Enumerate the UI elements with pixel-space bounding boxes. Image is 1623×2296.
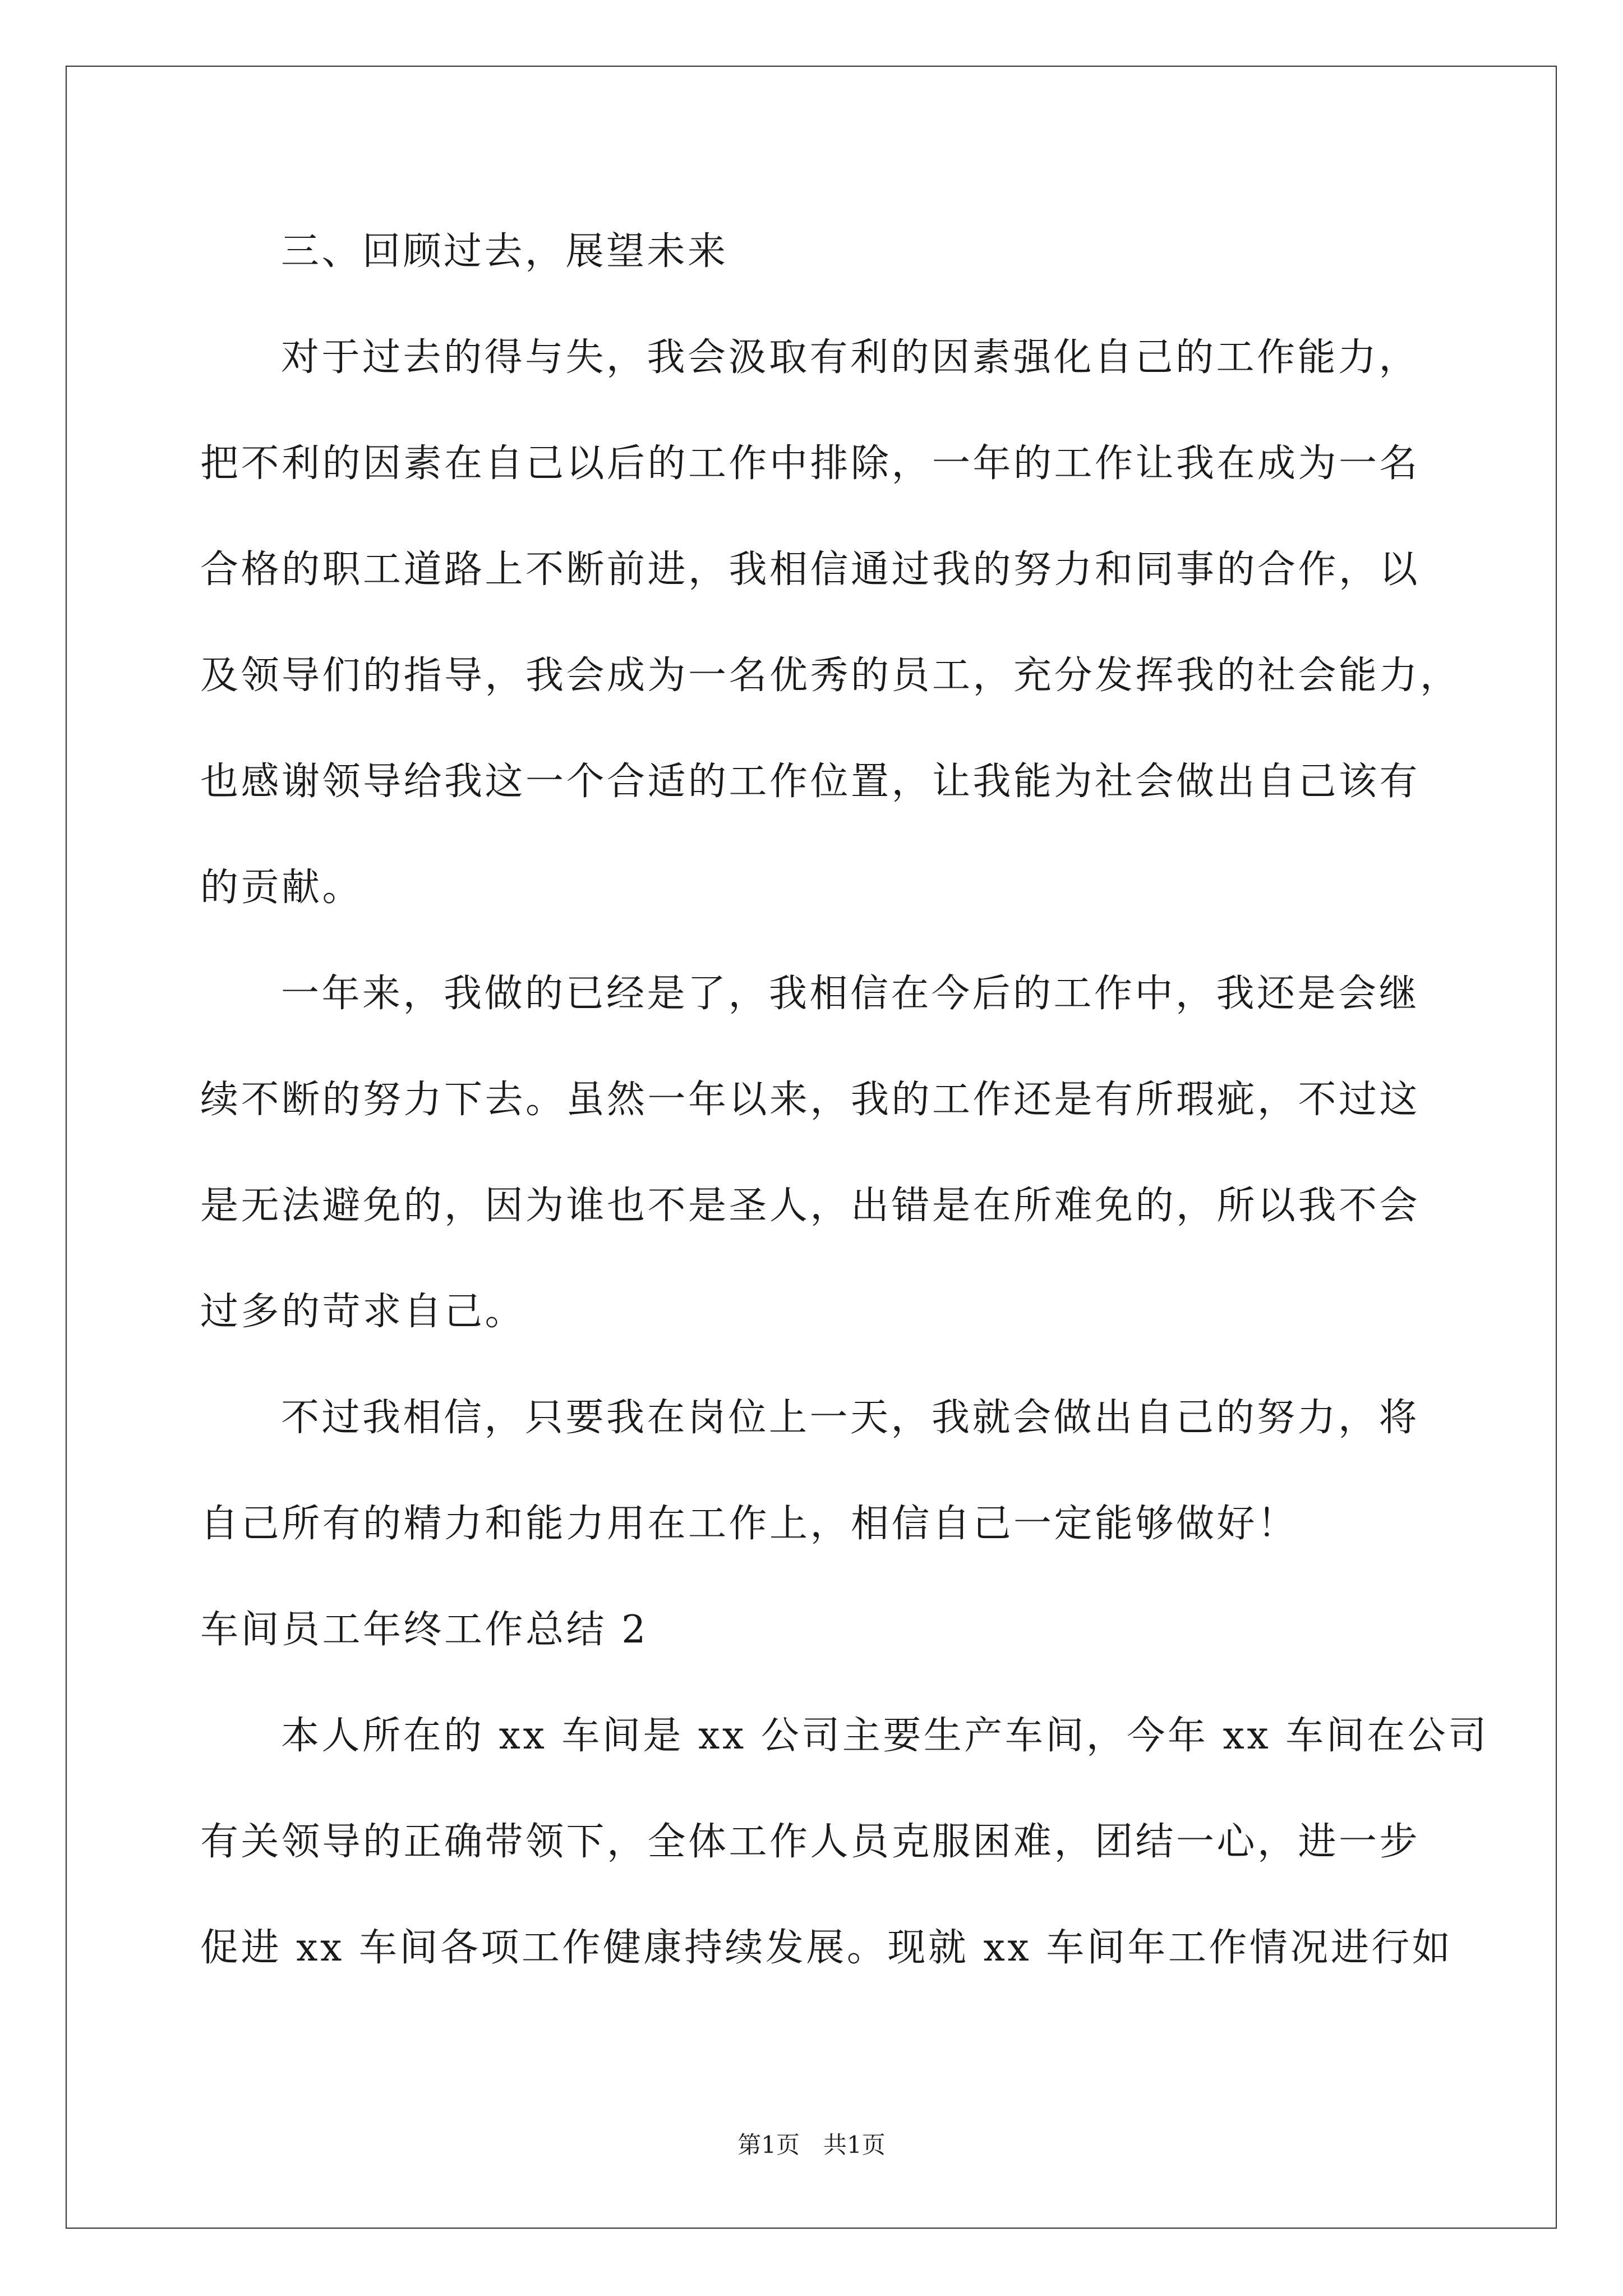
paragraph-line: 是无法避免的，因为谁也不是圣人，出错是在所难免的，所以我不会 [200,1184,1421,1228]
paragraph-line: 把不利的因素在自己以后的工作中排除，一年的工作让我在成为一名 [200,441,1421,486]
paragraph-line: 续不断的努力下去。虽然一年以来，我的工作还是有所瑕疵，不过这 [200,1078,1421,1122]
article-title: 车间员工年终工作总结 2 [200,1608,648,1652]
paragraph [200,1683,1535,2001]
paragraph-line: 也感谢领导给我这一个合适的工作位置，让我能为社会做出自己该有 [200,760,1421,804]
paragraph-line: 一年来，我做的已经是了，我相信在今后的工作中，我还是会继 [281,972,1420,1016]
paragraph-line: 有关领导的正确带领下，全体工作人员克服困难，团结一心，进一步 [200,1820,1421,1864]
paragraph [200,941,1535,1365]
page-number-footer: 第1页 共1页 [737,2131,886,2159]
paragraph-line: 自己所有的精力和能力用在工作上，相信自己一定能够做好！ [200,1502,1298,1546]
paragraph-line: 的贡献。 [200,866,363,910]
paragraph-line: 过多的苛求自己。 [200,1290,526,1334]
paragraph-line: 不过我相信，只要我在岗位上一天，我就会做出自己的努力，将 [281,1396,1420,1440]
document-body [200,199,1535,2001]
paragraph-line: 本人所在的 xx 车间是 xx 公司主要生产车间，今年 xx 车间在公司 [281,1714,1489,1758]
paragraph-line: 促进 xx 车间各项工作健康持续发展。现就 xx 车间年工作情况进行如 [200,1926,1453,1970]
paragraph-line: 合格的职工道路上不断前进，我相信通过我的努力和同事的合作，以 [200,547,1421,592]
paragraph-line: 及领导们的指导，我会成为一名优秀的员工，充分发挥我的社会能力， [200,654,1461,698]
paragraph-line: 对于过去的得与失，我会汲取有利的因素强化自己的工作能力， [281,335,1420,380]
paragraph [200,305,1535,941]
paragraph [200,1365,1535,1577]
section-heading: 三、回顾过去，展望未来 [281,229,728,274]
